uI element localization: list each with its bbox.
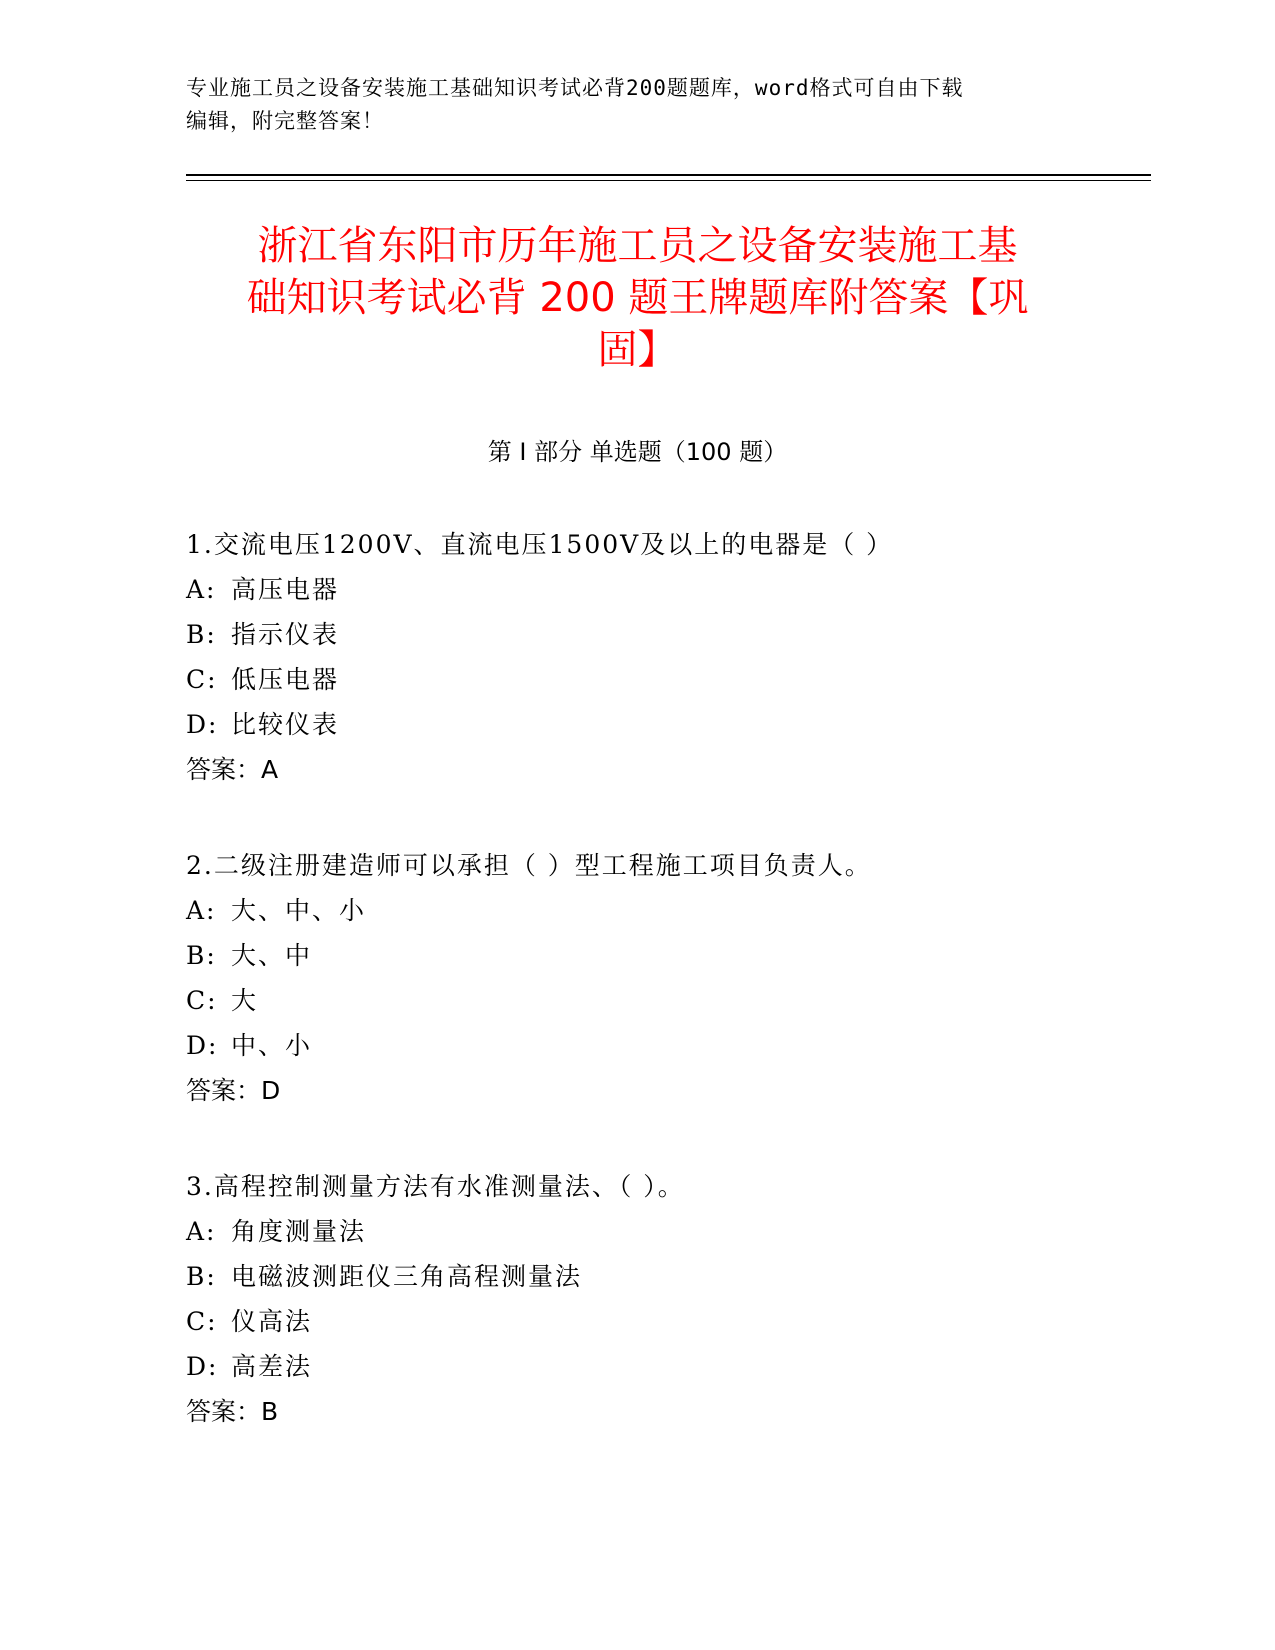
section-heading: 第 I 部分 单选题（100 题） xyxy=(487,438,788,466)
option-c xyxy=(186,1299,1086,1344)
question-stem: 2.二级注册建造师可以承担（ ）型工程施工项目负责人。 xyxy=(186,851,872,880)
option-b xyxy=(186,612,1086,657)
question-1 xyxy=(186,522,1086,792)
option-letter: B: xyxy=(186,941,217,970)
header-note-line-1: 专业施工员之设备安装施工基础知识考试必背200题题库，word格式可自由下载 xyxy=(186,76,964,100)
header-rule-thin xyxy=(186,180,1151,181)
option-a xyxy=(186,888,1086,933)
option-text: 高压电器 xyxy=(231,575,340,604)
option-b xyxy=(186,1254,1086,1299)
title-line-1: 浙江省东阳市历年施工员之设备安装施工基 xyxy=(257,223,1018,269)
option-letter: C: xyxy=(186,986,218,1015)
option-letter: B: xyxy=(186,620,217,649)
option-text: 指示仪表 xyxy=(231,620,340,649)
option-letter: C: xyxy=(186,665,218,694)
option-text: 大 xyxy=(231,986,259,1015)
option-text: 低压电器 xyxy=(231,665,340,694)
answer-line: 答案：B xyxy=(186,1397,279,1426)
option-b xyxy=(186,933,1086,978)
option-letter: A: xyxy=(186,575,217,604)
option-letter: C: xyxy=(186,1307,218,1336)
option-d xyxy=(186,702,1086,747)
option-letter: D: xyxy=(186,1031,219,1060)
header-note-line-2: 编辑，附完整答案！ xyxy=(186,109,384,133)
header-note xyxy=(186,72,1086,138)
option-a xyxy=(186,567,1086,612)
header-rule-thick xyxy=(186,174,1151,176)
option-c xyxy=(186,657,1086,702)
option-letter: A: xyxy=(186,896,217,925)
option-a xyxy=(186,1209,1086,1254)
option-text: 高差法 xyxy=(231,1352,313,1381)
option-text: 中、小 xyxy=(231,1031,313,1060)
option-d xyxy=(186,1023,1086,1068)
question-2 xyxy=(186,843,1086,1113)
option-d xyxy=(186,1344,1086,1389)
option-letter: B: xyxy=(186,1262,217,1291)
option-c xyxy=(186,978,1086,1023)
option-text: 比较仪表 xyxy=(231,710,340,739)
document-title xyxy=(186,220,1089,376)
option-text: 仪高法 xyxy=(231,1307,313,1336)
option-text: 角度测量法 xyxy=(231,1217,367,1246)
option-text: 大、中 xyxy=(231,941,313,970)
question-3 xyxy=(186,1164,1086,1434)
option-text: 大、中、小 xyxy=(231,896,367,925)
option-letter: A: xyxy=(186,1217,217,1246)
question-stem: 3.高程控制测量方法有水准测量法、（ ）。 xyxy=(186,1172,685,1201)
option-text: 电磁波测距仪三角高程测量法 xyxy=(231,1262,583,1291)
option-letter: D: xyxy=(186,710,219,739)
option-letter: D: xyxy=(186,1352,219,1381)
answer-line: 答案：D xyxy=(186,1076,281,1105)
title-line-3: 固】 xyxy=(597,327,678,373)
answer-line: 答案：A xyxy=(186,755,279,784)
title-line-2: 础知识考试必背 200 题王牌题库附答案【巩 xyxy=(246,275,1029,321)
question-stem: 1.交流电压1200V、直流电压1500V及以上的电器是（ ） xyxy=(186,530,894,559)
